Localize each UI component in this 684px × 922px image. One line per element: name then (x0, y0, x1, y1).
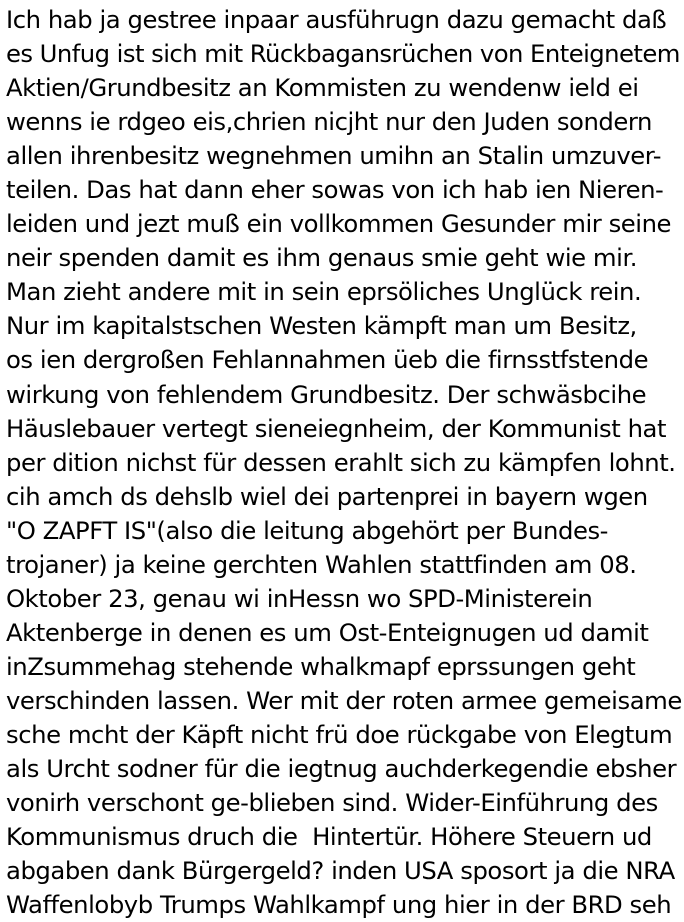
text-line: Waffenlobyb Trumps Wahlkampf ung hier in der BRD seh (6, 890, 672, 920)
text-line: vonirh verschont ge-blieben sind. Wider-Einführung des (6, 788, 658, 818)
text-line: Oktober 23, genau wi inHessn wo SPD-Ministerein (6, 583, 593, 613)
text-line: Ich hab ja gestree inpaar ausführugn dazu gemacht daß (6, 5, 667, 34)
text-line: neir spenden damit es ihm genaus smie geht wie mir. (6, 243, 638, 273)
text-line: allen ihrenbesitz wegnehmen umihn an Stalin umzuver- (6, 141, 662, 171)
text-line: trojaner) ja keine gerchten Wahlen stattfinden am 08. (6, 549, 637, 579)
text-line: abgaben dank Bürgergeld? inden USA sposort ja die NRA (6, 856, 675, 886)
text-line: als Urcht sodner für die iegtnug auchderkegendie ebsher (6, 754, 677, 784)
text-line: Aktien/Grundbesitz an Kommisten zu wendenw ield ei (6, 73, 639, 103)
text-line: es Unfug ist sich mit Rückbagansrüchen von Enteignetem (6, 39, 680, 69)
text-line: Man zieht andere mit in sein eprsöliches Unglück rein. (6, 277, 642, 307)
text-line: wirkung von fehlendem Grundbesitz. Der schwäsbcihe (6, 379, 647, 409)
text-line: leiden und jezt muß ein vollkommen Gesunder mir seine (6, 209, 672, 239)
text-line: teilen. Das hat dann eher sowas von ich hab ien Nieren- (6, 175, 664, 205)
text-line: Häuslebauer vertegt sieneiegnheim, der Kommunist hat (6, 413, 667, 443)
text-line: wenns ie rdgeo eis,chrien nicjht nur den Juden sondern (6, 107, 652, 137)
text-line: os ien dergroßen Fehlannahmen üeb die firnsstfstende (6, 345, 649, 375)
document-page (6, 3, 682, 922)
text-line: Kommunismus druch die Hintertür. Höhere Steuern ud (6, 822, 652, 852)
text-line: sche mcht der Käpft nicht frü doe rückgabe von Elegtum (6, 719, 673, 749)
text-line: Aktenberge in denen es um Ost-Enteignugen ud damit (6, 617, 649, 647)
text-line: per dition nichst für dessen erahlt sich zu kämpfen lohnt. (6, 447, 676, 477)
text-line: cih amch ds dehslb wiel dei partenprei in bayern wgen (6, 481, 648, 511)
text-line: "O ZAPFT IS"(also die leitung abgehört per Bundes- (6, 515, 608, 545)
text-line: Nur im kapitalstschen Westen kämpft man um Besitz, (6, 311, 637, 341)
text-line: inZsummehag stehende whalkmapf eprssungen geht (6, 651, 636, 681)
text-line: verschinden lassen. Wer mit der roten armee gemeisame (6, 685, 682, 715)
